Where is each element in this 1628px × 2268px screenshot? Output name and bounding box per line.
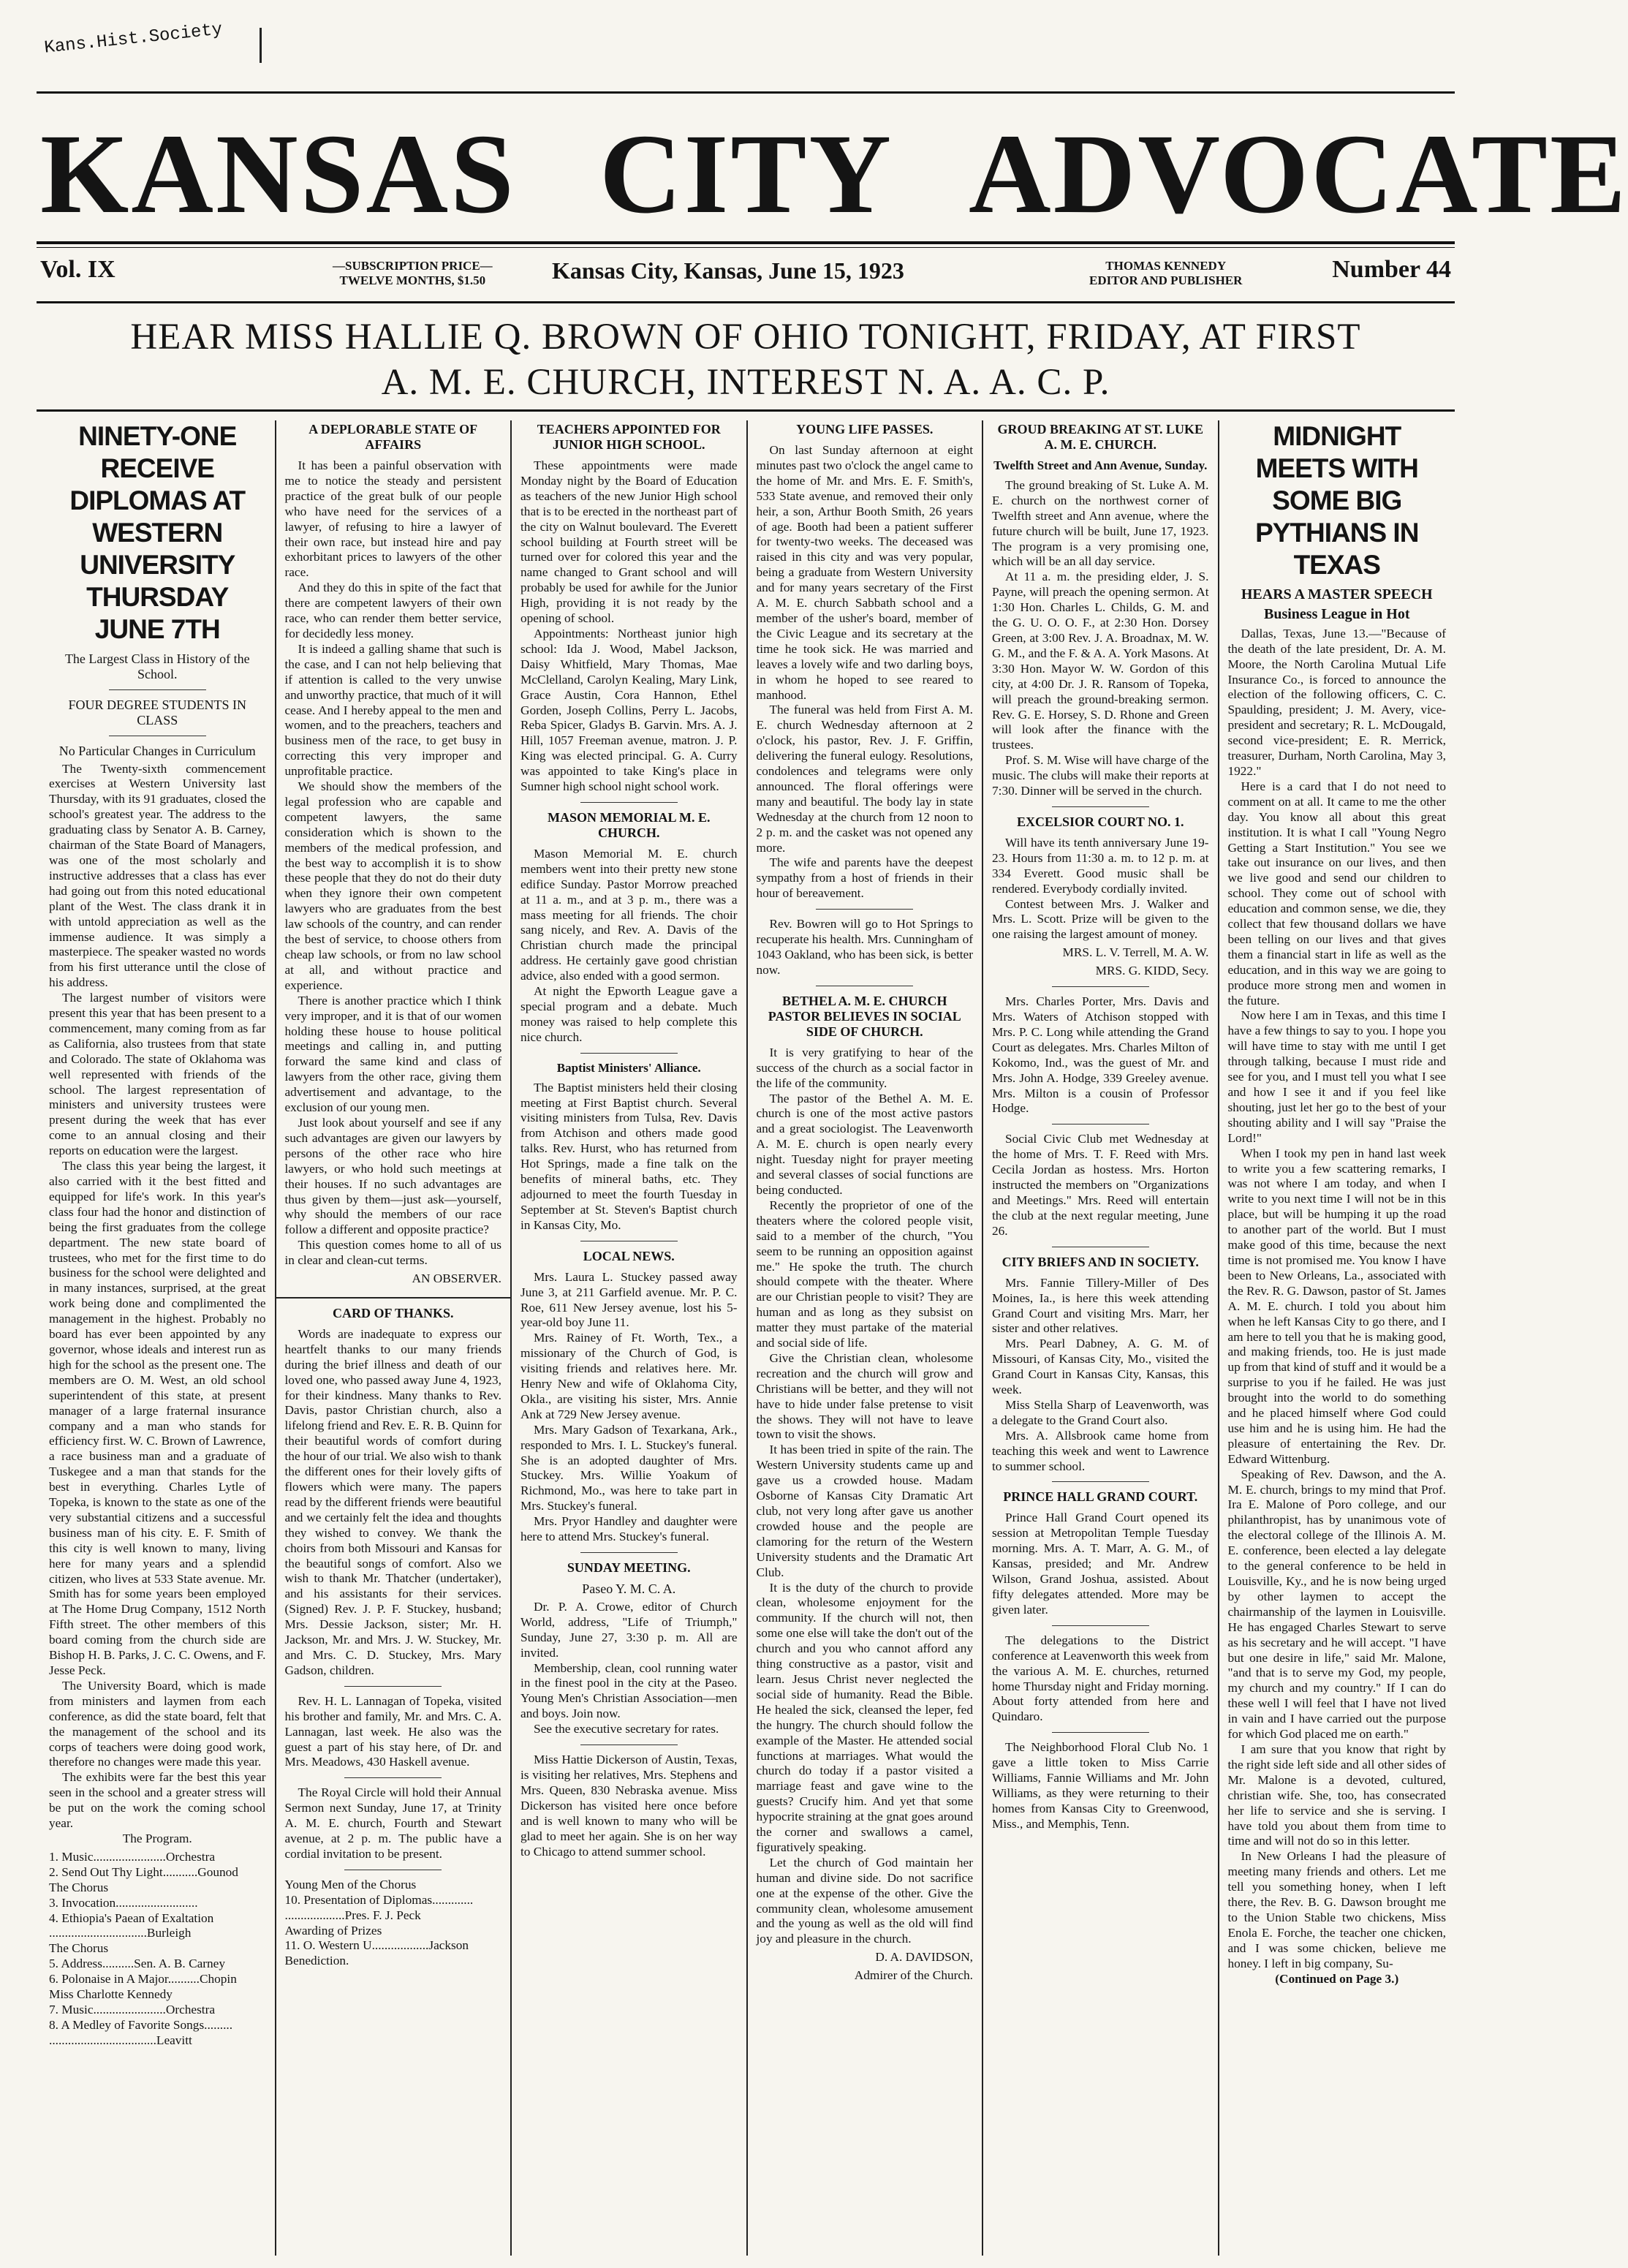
banner-line: A. M. E. CHURCH, INTEREST N. A. A. C. P. [381,362,1110,403]
article-paragraph: At night the Epworth League gave a special program and a debate. Much money was raised to help complete this nice church. [520,984,738,1044]
subscription-price [333,259,493,288]
separator [580,802,678,803]
program-item: 2. Send Out Thy Light...........Gounod [49,1864,238,1879]
headline-deck: The Largest Class in History of the School. [64,651,250,681]
article-headline: CITY BRIEFS AND IN SOCIETY. [1002,1254,1199,1269]
article-paragraph: See the executive secretary for rates. [534,1722,719,1736]
separator [344,1686,442,1687]
editor-credit [1089,259,1242,288]
article-paragraph: This question comes home to all of us in clear and clean-cut terms. [284,1238,501,1268]
article-paragraph: Dr. P. A. Crowe, editor of Church World, address, "Life of Triumph," Sunday, June 27, 3:30 p. m. All are invited. [520,1599,738,1660]
article-paragraph: The Neighborhood Floral Club No. 1 gave a little token to Miss Carrie Williams, Fannie Williams and Mr. John Williams, as they were returning to their homes from Kansas City to Greenwood, Miss., and Memphis, Tenn. [992,1740,1209,1831]
article-headline: EXCELSIOR COURT NO. 1. [1016,814,1184,829]
article-paragraph: Mrs. Rainey of Ft. Worth, Tex., a missionary of the Church of God, is visiting friends and relatives here. Mr. Henry New and wife of Oklahoma City, Okla., are visiting his sister, Mrs. Annie Ank at 729 New Jersey avenue. [520,1331,738,1421]
article-paragraph: Contest between Mrs. J. Walker and Mrs. L. Scott. Prize will be given to the one raising the largest amount of money. [992,896,1209,942]
article-paragraph: Appointments: Northeast junior high school: Ida J. Wood, Mabel Jackson, Daisy Whitfield, Mary Thomas, Mae McClelland, Carolyn Kealing, Mary Link, Grace Austin, Cora Hannon, Ethel Gorden, Joseph Collins, Perry L. Jacobs, Reba Spicer, Gladys B. Garvin. Mrs. A. J. Hill, 1057 Freeman avenue, matron. J. P. King was elected principal. G. A. Curry was appointed to take King's place in Sumner high school night school work. [520,626,738,794]
masthead-rule-thin [37,247,1455,248]
article-paragraph: The wife and parents have the deepest sympathy from a host of friends in their hour of bereavement. [756,855,973,901]
program-item: The Chorus [49,1941,109,1956]
article-paragraph: Speaking of Rev. Dawson, and the A. M. E. church, brings to my mind that Prof. Ira E. Malone of Poro college, and our philanthropist, has by unanimous vote of the electoral college of the Illinois A. M. E. conference, been elected a lay delegate to the general conference to be held in Louisville, Ky., and he is now being urged by other laymen to accept the chairmanship of the laymen in Louisville. He has engaged Charles Stewart to serve as his secretary and he will accept. "I have but one desire in life," said Mr. Malone, "and that is to serve my God, my people, my church and my country." If I can do these well I will feel that I have not lived in vain and I have carried out the purpose for which God placed me on earth." [1227,1467,1446,1742]
article-paragraph: The Baptist ministers held their closing meeting at First Baptist church. Several visiting ministers from Tulsa, Rev. Davis from Atchison and others made good talks. Rev. Hurst, who has returned from Hot Springs, made a fine talk on the benefits of mineral baths, etc. They adjourned to meet the fourth Tuesday in September at St. Steven's Baptist church in Kansas City, Mo. [520,1080,738,1232]
masthead-word: CITY [599,110,894,237]
masthead-word: ADVOCATE [969,110,1628,237]
banner-rule [37,409,1455,412]
separator [580,1053,678,1054]
article-paragraph: Just look about yourself and see if any such advantages are given our lawyers by persons of the other race who hire lawyers, or who hold such meetings at their houses. If no such advantages are thus given by them—just ask—yourself, why should the members of our race follow a different and opposite practice? [284,1115,501,1237]
article-paragraph: Mrs. Pryor Handley and daughter were here to attend Mrs. Stuckey's funeral. [520,1514,738,1544]
column-5 [983,420,1219,2256]
article-paragraph: Membership, clean, cool running water in the finest pool in the city at the Paseo. Young Men's Christian Association—men and boys. Join now. [520,1660,738,1721]
lead-headline: NINETY-ONE RECEIVE DIPLOMAS AT WESTERN UNIVERSITY THURSDAY JUNE 7TH [69,421,246,644]
column-6 [1219,420,1455,2256]
separator [109,689,206,690]
continued-note: (Continued on Page 3.) [1275,1971,1399,1986]
library-stamp: Kans.Hist.Society [43,20,224,58]
article-paragraph: These appointments were made Monday night by the Board of Education as teachers of the new Junior High school that is to be erected in the northeast part of the city on Walnut boulevard. The Everett school building at Fourth street will be turned over for colored this year and the name changed to Grant school and will probably be used for awhile for the Junior High, providing it is not ready by the opening of school. [520,458,738,626]
article-paragraph: Mrs. A. Allsbrook came home from teaching this week and went to Lawrence to summer school. [992,1428,1209,1473]
article-headline: PRINCE HALL GRAND COURT. [1003,1489,1198,1505]
headline-deck: HEARS A MASTER SPEECH [1241,586,1433,602]
article-paragraph: The largest number of visitors were present this year that has been present to a commencement, many coming from as far as California, also trustees from that state and Colorado. The state of Oklahoma was well represented with friends of the school. The largest representation of ministers and university trustees were present during the week that has ever come to an annual closing and their reports on education were the largest. [49,991,266,1158]
program-item: Miss Charlotte Kennedy [49,1987,173,2002]
article-paragraph: Let the church of God maintain her human and divine side. Do not sacrifice one at the expense of the other. Give the community clean, wholesome amusement and the young as well as the old will find joy and pleasure in the church. [756,1855,973,1946]
article-paragraph: The University Board, which is made from ministers and laymen from each conference, as did the state board, felt that the management of the school and its corps of teachers were doing good work, therefore no changes were made this year. [49,1678,266,1769]
article-headline: Baptist Ministers' Alliance. [556,1060,701,1075]
article-paragraph: The Twenty-sixth commencement exercises at Western University last Thursday, with its 91 graduates, closed the school's greatest year. The address to the graduating class by Senator A. B. Carney, chairman of the State Board of Managers, was one of the most scholarly and instructive addresses that a class has ever had going out from this noted educational plant of the West. The class drank it in with untold appreciation as well as the immense audience. It was simply a masterpiece. The speaker wasted no words from his first utterance until the close of his address. [49,761,266,990]
issue-number: Number 44 [1332,256,1451,283]
article-paragraph: Give the Christian clean, wholesome recreation and the church will grow and Christians will be better, and they will not have to hide under false pretense to visit the shows. They will not have to leave town to visit the shows. [756,1350,973,1442]
info-rule [37,301,1455,303]
program-item: 10. Presentation of Diplomas............. [284,1892,474,1907]
signature: MRS. L. V. Terrell, M. A. W. [1062,945,1209,960]
article-paragraph: Recently the proprietor of one of the theaters where the colored people visit, said to a member of the church, "You seem to be running an opposition against me." He spoke the truth. The church should compete with the theater. Where are our Christian people to visit? They are human and as long as they subsist on matter they must partake of the material and social side of life. [756,1198,973,1350]
program-item: ...................Pres. F. J. Peck [284,1908,421,1922]
signature: D. A. DAVIDSON, [875,1950,973,1965]
article-paragraph: Dallas, Texas, June 13.—"Because of the death of the late president, Dr. A. M. Moore, the North Carolina Mutual Life Insurance Co., is forced to announce the election of the following officers, C. C. Spaulding, president; J. M. Avery, vice-president and secretary; R. L. McDougald, second vice-president; E. R. Merrick, treasurer, Durham, North Carolina, May 3, 1922." [1227,626,1446,778]
signature: Admirer of the Church. [854,1968,973,1983]
article-paragraph: The exhibits were far the best this year seen in the school and a greater stress will be put on the work the coming school year. [49,1770,266,1831]
article-subhead: Paseo Y. M. C. A. [582,1581,676,1596]
section-rule [276,1297,511,1299]
article-headline: BETHEL A. M. E. CHURCH PASTOR BELIEVES IN SOCIAL SIDE OF CHURCH. [768,993,961,1039]
article-headline: TEACHERS APPOINTED FOR JUNIOR HIGH SCHOOL. [537,422,721,452]
article-paragraph: Rev. H. L. Lannagan of Topeka, visited his brother and family, Mr. and Mrs. C. A. Lannagan, last week. He also was the guest a part of his stay here, of Dr. and Mrs. Meadows, 430 Haskell avenue. [284,1693,501,1769]
program-item: The Chorus [49,1880,109,1894]
editor-name: THOMAS KENNEDY [1105,259,1227,273]
program-item: 3. Invocation.......................... [49,1895,198,1910]
article-paragraph: It is very gratifying to hear of the success of the church as a social factor in the life of the community. [756,1045,973,1090]
article-headline: SUNDAY MEETING. [567,1560,691,1575]
separator [580,1552,678,1553]
article-headline: A DEPLORABLE STATE OF AFFAIRS [308,422,478,452]
signature: AN OBSERVER. [412,1271,501,1286]
program-item: 1. Music.......................Orchestra [49,1849,216,1864]
article-paragraph: On last Sunday afternoon at eight minutes past two o'clock the angel came to the home of Mr. and Mrs. E. F. Smith's, 533 State avenue, and removed their only heir, a son, Arthur Booth Smith, 26 years of age. Booth had been a patient sufferer for twenty-two weeks. The deceased was raised in this city and was very popular, being a graduate from Western University and for many years secretary of the First A. M. E. church Sabbath school and a member of the usher's board, member of the Civic League and its secretary at the time he took sick. He was married and leaves a lovely wife and two darling boys, in whom he hoped to see reared to manhood. [756,443,973,702]
article-headline: YOUNG LIFE PASSES. [796,422,934,436]
article-paragraph: I am sure that you know that right by the right side left side and all other sides of Mr. Malone is a devoted, cultured, christian wife. She, too, has consecrated her life to service and she is serving. I have told you about them from time to time and will not do so in this letter. [1227,1742,1446,1848]
article-paragraph: At 11 a. m. the presiding elder, J. S. Payne, will preach the opening sermon. At 1:30 Hon. Charles L. Childs, G. M. and the G. U. O. O. F., at 2:30 Hon. Dorsey Green, at 3:00 Rev. J. A. Broadnax, M. W. G. M., and the F. & A. A. York Masons. At 3:30 Hon. Mayor W. W. Gordon of this city, at 4:00 Dr. J. R. Ransom of Topeka, will preach the ground-breaking sermon. Rev. G. E. Horsey, S. D. Rhone and Green will look after the finance with the trustees. [992,570,1209,752]
program-title: The Program. [122,1831,192,1845]
article-paragraph: Will have its tenth anniversary June 19-23. Hours from 11:30 a. m. to 12 p. m. at 334 Everett. Good music shall be rendered. Everybody cordially invited. [992,835,1209,896]
article-headline: GROUD BREAKING AT ST. LUKE A. M. E. CHURCH. [997,422,1204,452]
article-paragraph: Mrs. Charles Porter, Mrs. Davis and Mrs. Waters of Atchison stopped with Mrs. P. C. Long while attending the Grand Court as delegates. Mrs. Charles Milton of Kokomo, Ind., was the guest of Mr. and Mrs. John A. Hodge, 339 Greeley avenue. Mrs. Milton is a cousin of Professor Hodge. [992,994,1209,1116]
separator [1052,986,1149,987]
dateline: Kansas City, Kansas, June 15, 1923 [552,257,904,284]
article-paragraph: The ground breaking of St. Luke A. M. E. church on the northwest corner of Twelfth street and Ann avenue, where the future church will be built, June 17, 1923. The program is a very promising one, which will be an all day service. [992,477,1209,569]
lead-headline: MIDNIGHT MEETS WITH SOME BIG PYTHIANS IN TEXAS [1255,421,1419,580]
banner-line: HEAR MISS HALLIE Q. BROWN OF OHIO TONIGHT, FRIDAY, AT FIRST [130,317,1361,358]
subscription-line: TWELVE MONTHS, $1.50 [339,273,486,287]
article-paragraph: Mrs. Pearl Dabney, A. G. M. of Missouri, of Kansas City, Mo., visited the Grand Court in Kansas City, Kansas, this week. [992,1337,1209,1397]
banner-headline [40,314,1451,405]
program-item: 7. Music.......................Orchestra [49,2002,216,2016]
program-item: Young Men of the Chorus [284,1877,417,1891]
program-item: 11. O. Western U..................Jackson [284,1938,469,1953]
signature: MRS. G. KIDD, Secy. [1095,964,1209,978]
article-paragraph: It is indeed a galling shame that such is the case, and I can not help believing that if attention is called to the very unwise and unworthy practice, that much of it will cease. And I hereby appeal to the men and women, and to the preachers, teachers and business men of the race, to get busy in correcting this very improper and unprofitable practice. [284,641,501,779]
volume: Vol. IX [40,256,116,283]
column-2 [276,420,512,2256]
article-headline: LOCAL NEWS. [583,1248,675,1263]
separator [1052,1481,1149,1482]
article-paragraph: It is the duty of the church to provide clean, wholesome enjoyment for the community. If the church will not, then some one else will take the don't out of the church and you who cannot afford any thing constructive as a pastor, visit and learn. Jesus Christ never neglected the social side of humanity. Read the Bible. He healed the sick, cleansed the leper, fed the hungry. The church should follow the example of the Master. He attended social functions at marriages. What would the church do today if a pastor visited a marriage feast and gave wine to the guests? Crucify him. And yet that some hypocrite straining at the gnat goes around the corner and swallows a camel, figuratively speaking. [756,1580,973,1854]
program-item: 4. Ethiopia's Paean of Exaltation [49,1910,214,1925]
program-item: Benediction. [284,1954,349,1968]
article-paragraph: There is another practice which I think very improper, and it is that of our women holding these house to house political meetings and calling in, and putting forward the same kind and class of lawyers from the other race, giving them advertisement and advantage, to the exclusion of our young men. [284,993,501,1115]
editor-title: EDITOR AND PUBLISHER [1089,273,1243,287]
separator [1052,1625,1149,1626]
article-paragraph: The delegations to the District conference at Leavenworth this week from the various A. M. E. churches, returned home Thursday night and Friday morning. About forty attended from here and Quindaro. [992,1633,1209,1724]
article-headline: CARD OF THANKS. [332,1305,454,1320]
article-paragraph: Miss Hattie Dickerson of Austin, Texas, is visiting her relatives, Mrs. Stephens and Mrs. Queen, 830 Nebraska avenue. Miss Dickerson has visited here once before and is well known to many who will be glad to meet her again. She is on her way to Chicago to attend summer school. [520,1753,738,1859]
program-item: 6. Polonaise in A Major..........Chopin [49,1972,237,1987]
masthead-rule [37,241,1455,244]
info-bar [40,256,1451,292]
article-paragraph: In New Orleans I had the pleasure of meeting many friends and others. Let me tell you something honey, when I left there, the Rev. B. G. Dawson brought me to the Union Stable two chickens, Miss Enola E. Forche, the teacher one chicken, and I was some chicken, believe me honey. I left in big company, Su- [1227,1849,1446,1970]
article-headline: MASON MEMORIAL M. E. CHURCH. [548,809,711,840]
article-paragraph: Prof. S. M. Wise will have charge of the music. The clubs will make their reports at 7:30. Dinner will be served in the church. [992,753,1209,798]
program-item: ...............................Burleigh [49,1926,192,1940]
article-paragraph: The class this year being the largest, it also carried with it the best fitted and equipped for life's work. In this year's class four had the honor and distinction of being the first graduates from the college department. The new state board of trustees, who met for the first time to do business for the school were delighted and in many instances, surprised, at the great work being done and complimented the management in the highest. Probably no board has ever been appointed by any governor, whose ideals and interest run as high for the school as the present one. The members are O. M. West, an old school superintendent of this state, at present manager of a large fraternal insurance company and a man who stands for efficiency first. W. C. Brown of Lawrence, a race business man and a graduate of Tuskegee and a man that stands for the best in everything. Charles Lytle of Topeka, is known to the state as one of the very substantial citizens and a successful business man of his city. E. F. Smith of this city is well known to many, living here for many years and a splendid citizen, who lives at 533 State avenue. Mr. Smith has for some years been employed at The Home Drug Company, 1512 North Fifth street. The other members of this board coming from the church side are Bishop H. B. Parks, J. C. C. Owens, and F. Jesse Peck. [49,1159,266,1677]
article-paragraph: And they do this in spite of the fact that there are competent lawyers of their own race, who can render them better service, for decidedly less money. [284,581,501,640]
program-list [285,1878,502,1969]
article-paragraph: Mrs. Fannie Tillery-Miller of Des Moines, Ia., is here this week attending Grand Court and visiting Mrs. Marr, her sister and other relatives. [992,1275,1209,1336]
headline-deck: No Particular Changes in Curriculum [58,743,256,758]
headline-deck: Business League in Hot [1264,605,1410,622]
article-paragraph: Mrs. Mary Gadson of Texarkana, Ark., responded to Mrs. I. L. Stuckey's funeral. She is an adopted daughter of Mrs. Stuckey. Mrs. Willie Yoakum of Richmond, Mo., was here to take part in Mrs. Stuckey's funeral. [520,1422,738,1513]
article-paragraph: The Royal Circle will hold their Annual Sermon next Sunday, June 17, at Trinity A. M. E. church, Fourth and Stewart avenue, at 2 p. m. The public have a cordial invitation to be present. [284,1785,501,1861]
separator [1052,1732,1149,1733]
program-list [49,1850,266,2049]
program-item: 8. A Medley of Favorite Songs......... [49,2017,233,2032]
article-paragraph: When I took my pen in hand last week to write you a few scattering remarks, I was not where I am today, and when I write to you next time I will not be in this place, but will be humping it up the road to another part of the world. But I must make good of this time, because the next time is not promised me. You know I have been to New Orleans, La., associated with the Rev. R. G. Dawson, pastor of St. James A. M. E. church. I told you about him when he left Kansas City to go there, and I am here to tell you that he is making good, and making friends, too. He is just made up from that kind of stuff and it would be a surprise to you if he failed. He was just brought into the world to do something and he placed himself where God could use him and he is using him. He had the pleasure of entertaining the Rev. Dr. Edward Wittenburg. [1227,1146,1446,1466]
column-3 [512,420,748,2256]
top-rule [37,91,1455,94]
subscription-line: —SUBSCRIPTION PRICE— [333,259,493,273]
masthead-word: KANSAS [40,110,516,237]
program-item: Awarding of Prizes [284,1923,382,1938]
masthead [40,110,1628,238]
column-4 [748,420,984,2256]
headline-deck: FOUR DEGREE STUDENTS IN CLASS [68,697,246,727]
program-item: 5. Address..........Sen. A. B. Carney [49,1957,225,1971]
stamp-mark [260,28,262,63]
article-paragraph: Now here I am in Texas, and this time I have a few things to say to you. I hope you will have time to stay with me until I get through talking, because I must ride and see for you, and I must tell you what I see and how I see it and if you feel like shouting, just let her go to the best of your shouting ability and I will say "Praise the Lord!" [1227,1008,1446,1145]
article-subhead: Twelfth Street and Ann Avenue, Sunday. [993,458,1208,472]
column-1 [40,420,276,2256]
article-paragraph: Mrs. Laura L. Stuckey passed away June 3, at 211 Garfield avenue. Mr. P. C. Roe, 611 New Jersey avenue, lost his 5-year-old boy June 11. [520,1269,738,1330]
article-paragraph: Here is a card that I do not need to comment on at all. It came to me the other day. You know all about this great institution. It is what I call "Young Negro Getting a Start Institution." You see we take out insurance on our lives, and then we live good and send our children to school. They come out of school with education and common sense, we die, they collect that few thousand dollars we have been telling on our lives and that gives them a financial start in life as well as the education, and in this way we are going to produce more strong men and women in the future. [1227,779,1446,1008]
article-paragraph: Miss Stella Sharp of Leavenworth, was a delegate to the Grand Court also. [992,1397,1209,1427]
article-paragraph: It has been tried in spite of the rain. The Western University students came up and gave us a crowded house. Madam Osborne of Kansas City Dramatic Art club, not very long after gave us another crowded house and the people are clamoring for the return of the Western University students and the Dramatic Art Club. [756,1443,973,1579]
article-paragraph: Social Civic Club met Wednesday at the home of Mrs. T. F. Reed with Mrs. Cecila Jordan as hostess. Mrs. Horton instructed the members on "Organizations and Meetings." Mrs. Reed will entertain the club at the next regular meeting, June 26. [992,1132,1209,1238]
article-paragraph: We should show the members of the legal profession who are capable and competent lawyers, the same consideration which is shown to the members of the medical profession, and the best way to accomplish it is to show these people that they do not do their duty when they ignore their own competent lawyers who are graduates from the best law schools of the country, and can render the best of service, to choose others from cheap law schools, or from no law school at all, and without practice and experience. [284,779,501,992]
article-paragraph: The funeral was held from First A. M. E. church Wednesday afternoon at 2 o'clock, his pastor, Rev. J. F. Griffin, delivering the funeral eulogy. Resolutions, condolences and telegrams were only announced. The floral offerings were many and beautiful. The body lay in state Wednesday at the church from 12 noon to 2 p. m. and the casket was not opened any more. [756,703,973,855]
article-columns [40,420,1455,2256]
article-paragraph: Prince Hall Grand Court opened its session at Metropolitan Temple Tuesday morning. Mrs. A. T. Marr, A. G. M., of Kansas, presided; and Mr. Andrew Wilson, Grand Joshua, assisted. About fifty delegates attended. More may be given later. [992,1511,1209,1617]
separator [816,909,913,910]
separator [1052,806,1149,807]
article-paragraph: Words are inadequate to express our heartfelt thanks to our many friends during the brief illness and death of our loved one, who passed away June 4, 1923, for their kindness. Many thanks to Rev. Davis, pastor Christian church, also a lifelong friend and Rev. E. R. B. Quinn for their beautiful words of comfort during the hour of our trial. We also wish to thank the different ones for their lovely gifts of flowers which were many. The papers read by the different friends were beautiful and we certainly felt the idea and thoughts they wished to convey. We thank the choirs from both Missouri and Kansas for the beautiful songs of comfort. Also we wish to thank Mr. Thatcher (undertaker), and his assistants for their services. (Signed) Rev. J. P. F. Stuckey, husband; Mrs. Dessie Jackson, sister; Mr. H. Jackson, Mr. and Mrs. J. W. Stuckey, Mr. and Mrs. C. D. Stuckey, Mrs. Mary Gadson, children. [284,1326,501,1677]
separator [344,1777,442,1778]
article-paragraph: The pastor of the Bethel A. M. E. church is one of the most active pastors and a great sociologist. The Leavenworth A. M. E. church is open nearly every night. Tuesday night for prayer meeting and several classes of social functions are being conducted. [756,1091,973,1197]
article-paragraph: Mason Memorial M. E. church members went into their pretty new stone edifice Sunday. Pastor Morrow preached at 11 a. m., and at 3 p. m., there was a mass meeting for all friends. The choir sang nicely, and Rev. A. Davis of the Christian church made the principal address. He certainly gave good christian advice, also ended with a good sermon. [520,846,738,983]
article-paragraph: It has been a painful observation with me to notice the steady and persistent practice of the great bulk of our people who have need for the services of a lawyer, of refusing to hire a lawyer of their own race, but instead hire and pay exhorbitant prices to lawyers of the other race. [284,458,501,580]
program-item: ..................................Leavitt [49,2033,192,2047]
article-paragraph: Rev. Bowren will go to Hot Springs to recuperate his health. Mrs. Cunningham of 1043 Oakland, who has been sick, is better now. [756,917,973,977]
